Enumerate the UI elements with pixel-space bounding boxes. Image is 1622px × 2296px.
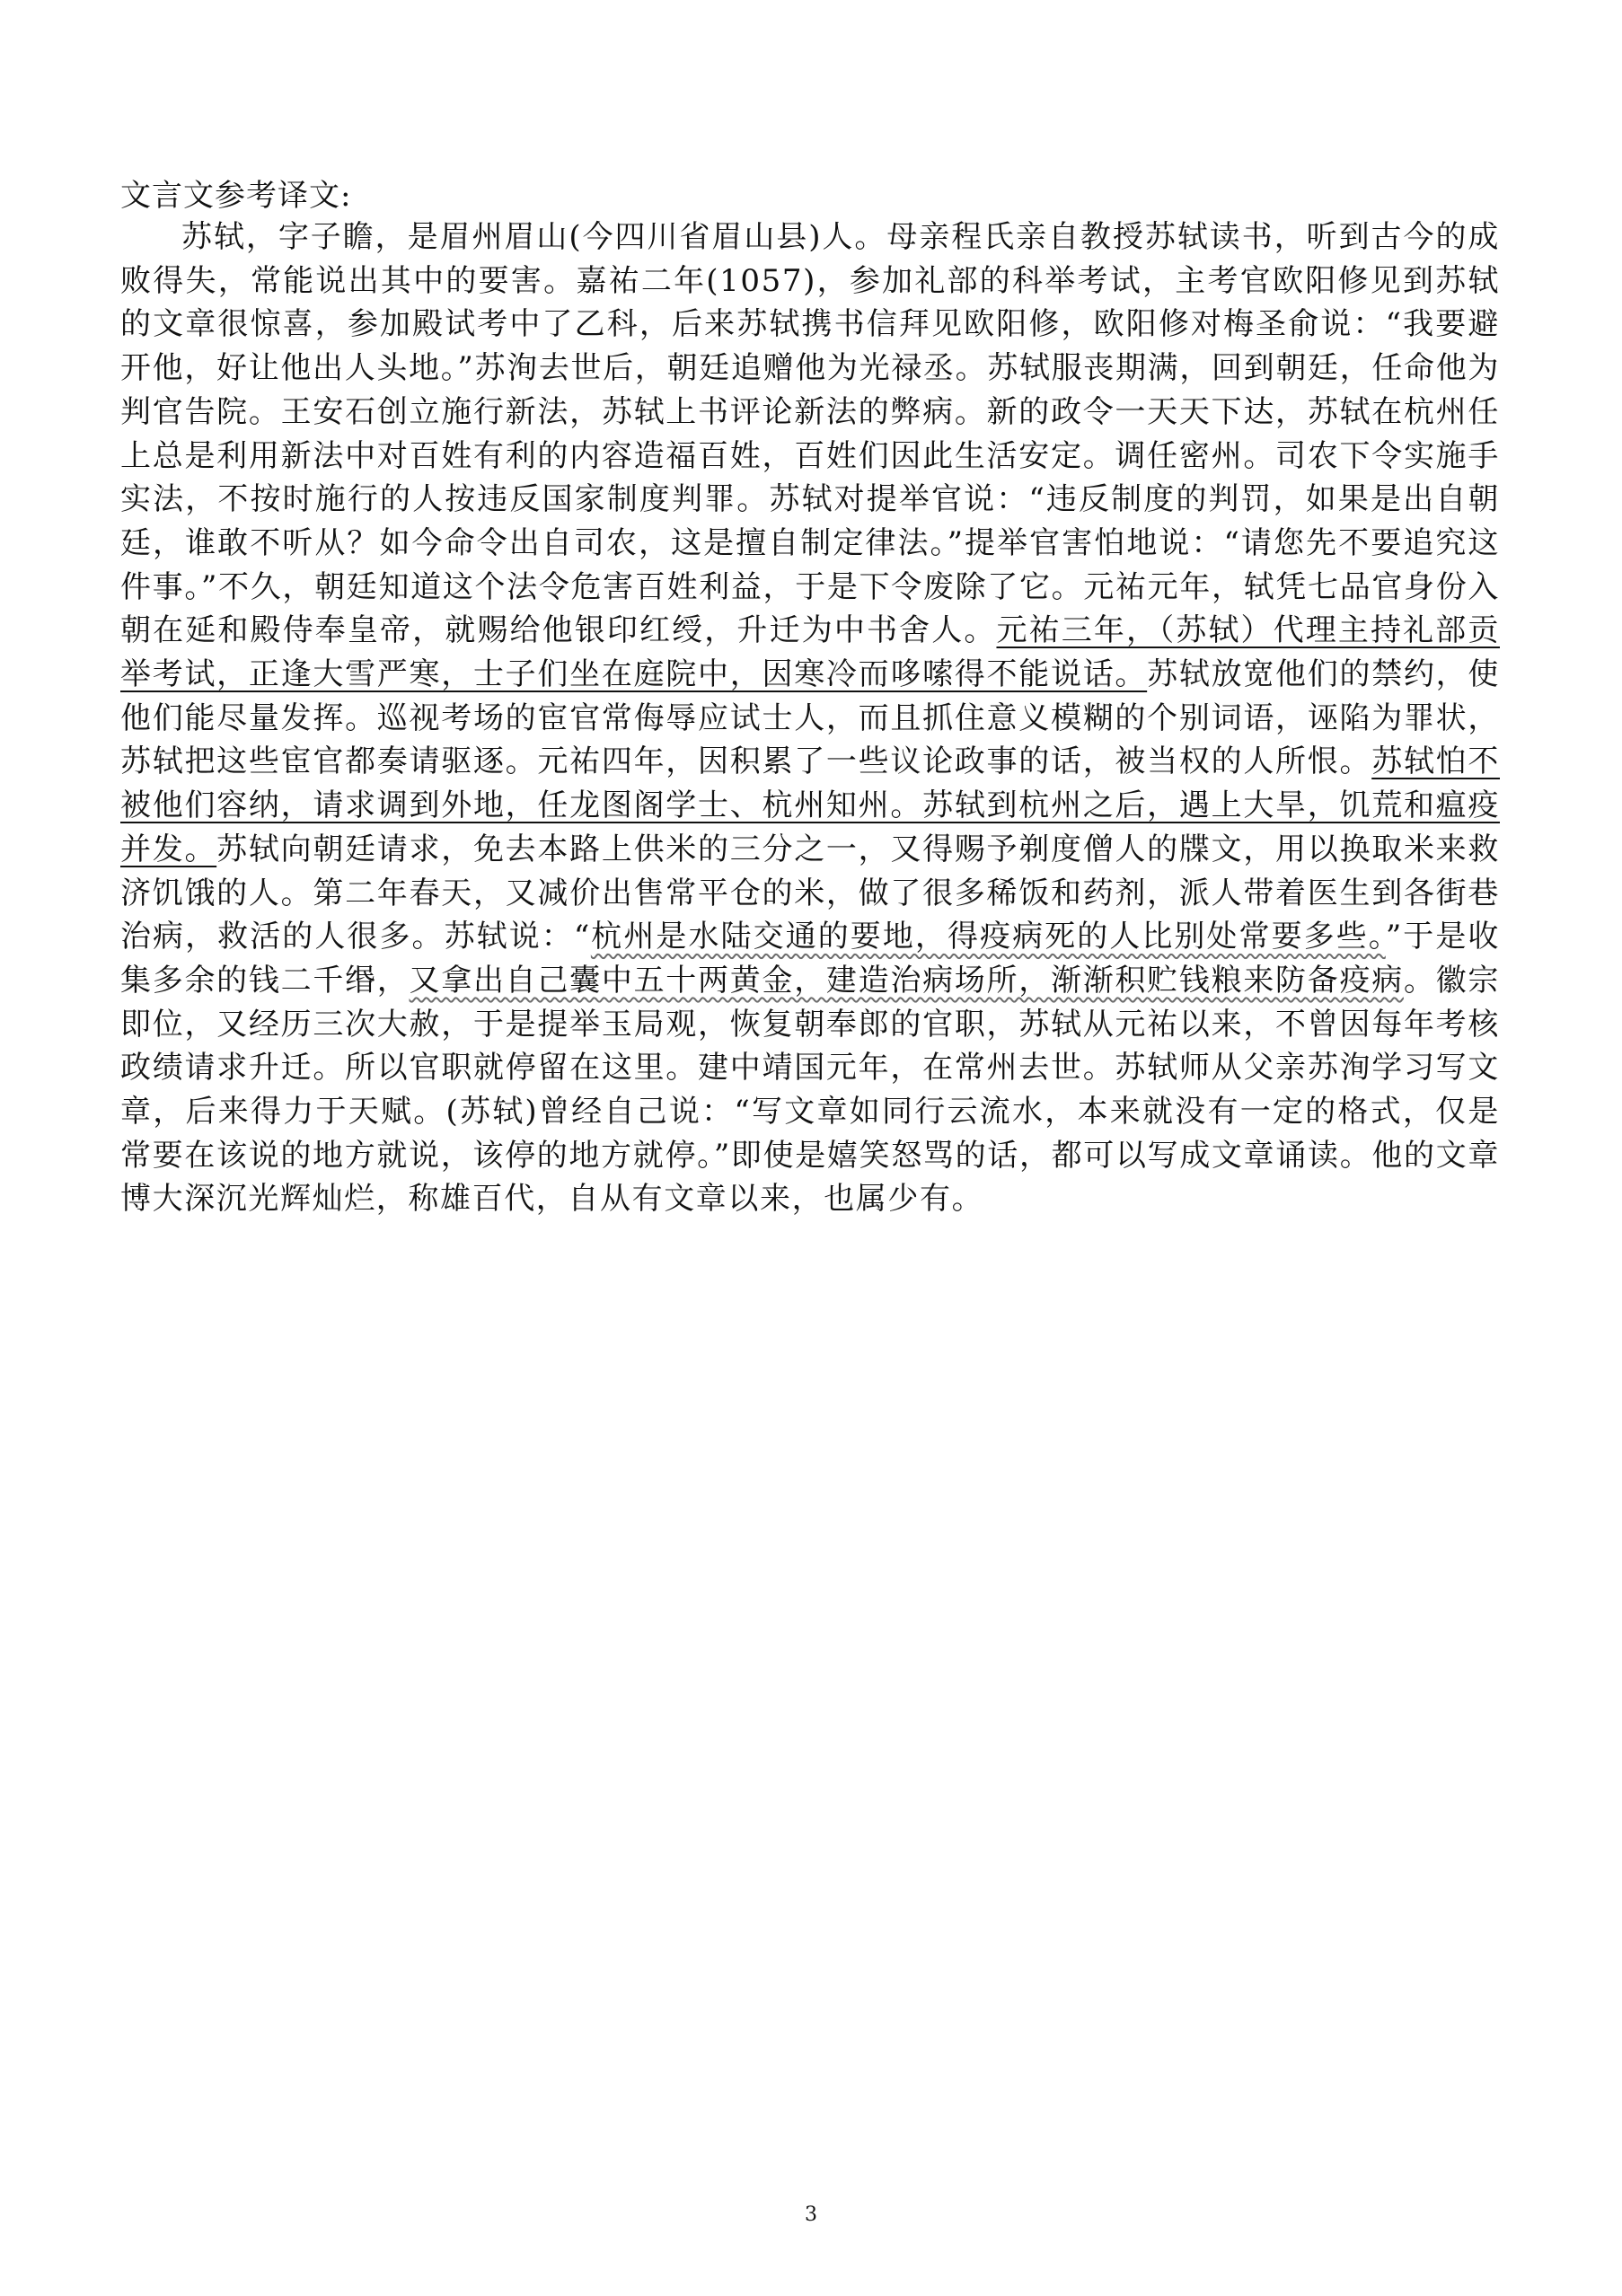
translation-paragraph	[120, 216, 1500, 1221]
paragraph-text-segment: 苏轼放宽他们的禁约，使他们能尽量发挥。巡视考场的宦官常侮辱应试士人，而且抓住意义模糊的个别词语，诬陷为罪状，苏轼把这些宦官都奏请驱逐。元祐四年，因积累了一些议论政事的话，被当权的人所恨。	[120, 656, 1500, 780]
paragraph-text-segment: ”于是收集多余的钱二千缗，	[120, 919, 1500, 998]
page-number: 3	[805, 2204, 817, 2226]
paragraph-text-segment: 。徽宗即位，又经历三次大赦，于是提举玉局观，恢复朝奉郎的官职，苏轼从元祐以来，不曾因每年考核政绩请求升迁。所以官职就停留在这里。建中靖国元年，在常州去世。苏轼师从父亲苏洵学习写文章，后来得力于天赋。(苏轼)曾经自己说：“写文章如同行云流水，本来就没有一定的格式，仅是常要在该说的地方就说，该停的地方就停。”即使是嬉笑怒骂的话，都可以写成文章诵读。他的文章博大深沉光辉灿烂，称雄百代，自从有文章以来，也属少有。	[120, 962, 1500, 1218]
paragraph-text-segment: 苏轼，字子瞻，是眉州眉山(今四川省眉山县)人。母亲程氏亲自教授苏轼读书，听到古今的成败得失，常能说出其中的要害。嘉祐二年(1057)，参加礼部的科举考试，主考官欧阳修见到苏轼的文章很惊喜，参加殿试考中了乙科，后来苏轼携书信拜见欧阳修，欧阳修对梅圣俞说：“我要避开他，好让他出人头地。”苏洵去世后，朝廷追赠他为光禄丞。苏轼服丧期满，回到朝廷，任命他为判官告院。王安石创立施行新法，苏轼上书评论新法的弊病。新的政令一天天下达，苏轼在杭州任上总是利用新法中对百姓有利的内容造福百姓，百姓们因此生活安定。调任密州。司农下令实施手实法，不按时施行的人按违反国家制度判罪。苏轼对提举官说：“违反制度的判罚，如果是出自朝廷，谁敢不听从？如今命令出自司农，这是擅自制定律法。”提举官害怕地说：“请您先不要追究这件事。”不久，朝廷知道这个法令危害百姓利益，于是下令废除了它。元祐元年，轼凭七品官身份入朝在延和殿侍奉皇帝，就赐给他银印红绶，升迁为中书舍人。	[120, 219, 1500, 649]
underlined-sentence: 苏轼怕不被他们容纳，请求调到外地，任龙图阁学士、杭州知州。苏轼到杭州之后，遇上大旱，饥荒和瘟疫并发。	[120, 743, 1500, 867]
underlined-sentence: 元祐三年，（苏轼）代理主持礼部贡举考试，正逢大雪严寒，士子们坐在庭院中，因寒冷而哆嗦得不能说话。	[120, 612, 1500, 693]
wavy-underlined-sentence: 杭州是水陆交通的要地，得疫病死的人比别处常要多些。	[590, 919, 1386, 955]
wavy-underlined-sentence: 又拿出自己囊中五十两黄金，建造治病场所，渐渐积贮钱粮来防备疫病	[409, 962, 1404, 998]
section-heading: 文言文参考译文:	[120, 178, 352, 214]
paragraph-text-segment: 苏轼向朝廷请求，免去本路上供米的三分之一，又得赐予剃度僧人的牒文，用以换取米来救济饥饿的人。第二年春天，又减价出售常平仓的米，做了很多稀饭和药剂，派人带着医生到各街巷治病，救活的人很多。苏轼说：“	[120, 831, 1500, 955]
